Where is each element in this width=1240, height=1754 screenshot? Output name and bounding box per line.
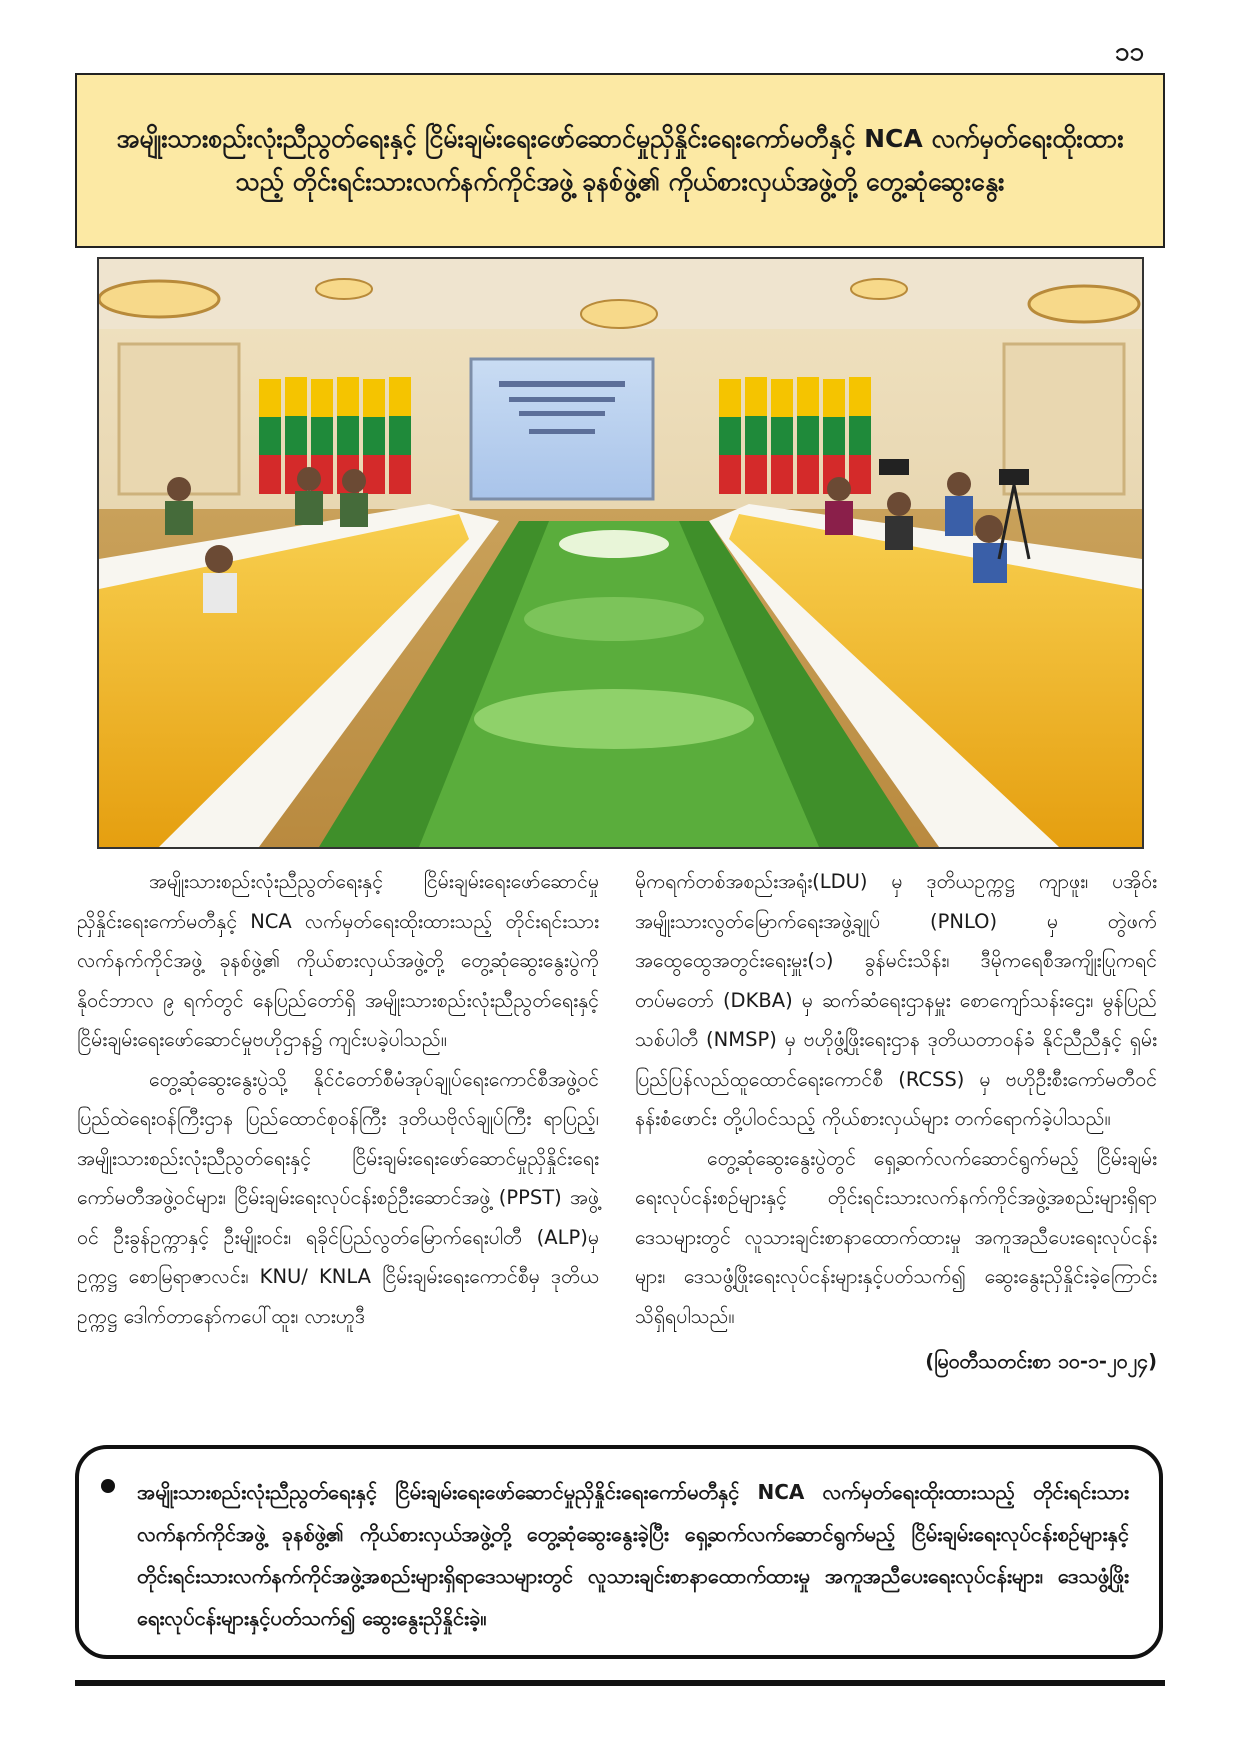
summary-box [75,1445,1163,1659]
article-paragraph-2: တွေ့ဆုံဆွေးနွေးပွဲသို့ နိုင်ငံတော်စီမံအုပ်ချုပ်ရေးကောင်စီအဖွဲ့ဝင် ပြည်ထဲရေးဝန်ကြီးဌာန ပြည်ထောင်စုဝန်ကြီး ဒုတိယဗိုလ်ချုပ်ကြီး ရာပြည့်၊ အမျိုးသားစည်းလုံးညီညွတ်ရေးနှင့် ငြိမ်းချမ်းရေးဖော်ဆောင်မှုညှိနှိုင်းရေးကော်မတီအဖွဲ့ဝင်များ၊ ငြိမ်းချမ်းရေးလုပ်ငန်းစဉ်ဦးဆောင်အဖွဲ့ (PPST) အဖွဲ့ဝင် ဦးခွန်ဥက္ကာနှင့် ဦးမျိုးဝင်း၊ ရခိုင်ပြည်လွတ်မြောက်ရေးပါတီ (ALP)မှ ဥက္ကဋ္ဌ စောမြရာဇာလင်း၊ KNU/ KNLA ငြိမ်းချမ်းရေးကောင်စီမှ ဒုတိယဥက္ကဋ္ဌ ဒေါက်တာနော်ကပေါ်ထူး၊ လားဟူဒီ [77,1067,599,1328]
bottom-divider [75,1680,1165,1686]
meeting-room-illustration [99,259,1142,847]
article-body [77,862,1157,1382]
summary-text: အမျိုးသားစည်းလုံးညီညွတ်ရေးနှင့် ငြိမ်းချမ်းရေးဖော်ဆောင်မှုညှိနှိုင်းရေးကော်မတီနှင့် NCA လက်မှတ်ရေးထိုးထားသည့် တိုင်းရင်းသားလက်နက်ကိုင်အဖွဲ့ ခုနစ်ဖွဲ့၏ ကိုယ်စားလှယ်အဖွဲ့တို့ တွေ့ဆုံဆွေးနွေးခဲ့ပြီး ရှေ့ဆက်လက်ဆောင်ရွက်မည့် ငြိမ်းချမ်းရေးလုပ်ငန်းစဉ်များနှင့် တိုင်းရင်းသားလက်နက်ကိုင်အဖွဲ့အစည်းများရှိရာဒေသများတွင် လူသားချင်းစာနာထောက်ထားမှု အကူအညီပေးရေးလုပ်ငန်းများ၊ ဒေသဖွံ့ဖြိုးရေးလုပ်ငန်းများနှင့်ပတ်သက်၍ ဆွေးနွေးညှိနှိုင်းခဲ့။ [137,1480,1129,1630]
article-paragraph-2-continued: မိုကရက်တစ်အစည်းအရုံး(LDU) မှ ဒုတိယဥက္ကဋ္ဌ ကျာဖူး၊ ပအိုဝ်းအမျိုးသားလွတ်မြောက်ရေးအဖွဲ့ချုပ် (PNLO) မှ တွဲဖက်အထွေထွေအတွင်းရေးမှူး(၁) ခွန်မင်းသိန်း၊ ဒီမိုကရေစီအကျိုးပြုကရင်တပ်မတော် (DKBA) မှ ဆက်ဆံရေးဌာနမှူး စောကျော်သန်းဌေး၊ မွန်ပြည်သစ်ပါတီ (NMSP) မှ ဗဟိုဖွံ့ဖြိုးရေးဌာန ဒုတိယတာဝန်ခံ နိုင်ညီညီနှင့် ရှမ်းပြည်ပြန်လည်ထူထောင်ရေးကောင်စီ (RCSS) မှ ဗဟိုဦးစီးကော်မတီဝင် နန်းစံဖောင်း တို့ပါဝင်သည့် ကိုယ်စားလှယ်များ တက်ရောက်ခဲ့ပါသည်။ [635,870,1157,1130]
headline: အမျိုးသားစည်းလုံးညီညွတ်ရေးနှင့် ငြိမ်းချမ်းရေးဖော်ဆောင်မှုညှိနှိုင်းရေးကော်မတီနှင့် NCA လက်မှတ်ရေးထိုးထားသည့် တိုင်းရင်းသားလက်နက်ကိုင်အဖွဲ့ ခုနစ်ဖွဲ့၏ ကိုယ်စားလှယ်အဖွဲ့တို့ တွေ့ဆုံဆွေးနွေး [116,124,1124,196]
article-column-right [635,862,1157,1382]
page-number: ၁၁ [1114,37,1144,67]
article-paragraph-1: အမျိုးသားစည်းလုံးညီညွတ်ရေးနှင့် ငြိမ်းချမ်းရေးဖော်ဆောင်မှုညှိနှိုင်းရေးကော်မတီနှင့် NCA လက်မှတ်ရေးထိုးထားသည့် တိုင်းရင်းသားလက်နက်ကိုင်အဖွဲ့ ခုနစ်ဖွဲ့၏ ကိုယ်စားလှယ်အဖွဲ့တို့ တွေ့ဆုံဆွေးနွေးပွဲကို နိုဝင်ဘာလ ၉ ရက်တွင် နေပြည်တော်ရှိ အမျိုးသားစည်းလုံးညီညွတ်ရေးနှင့် ငြိမ်းချမ်းရေးဖော်ဆောင်မှုဗဟိုဌာန၌ ကျင်းပခဲ့ပါသည်။ [77,870,599,1051]
bullet-icon [101,1479,115,1493]
headline-box [75,73,1165,248]
article-paragraph-3: တွေ့ဆုံဆွေးနွေးပွဲတွင် ရှေ့ဆက်လက်ဆောင်ရွက်မည့် ငြိမ်းချမ်းရေးလုပ်ငန်းစဉ်များနှင့် တိုင်းရင်းသားလက်နက်ကိုင်အဖွဲ့အစည်းများရှိရာဒေသများတွင် လူသားချင်းစာနာထောက်ထားမှု အကူအညီပေးရေးလုပ်ငန်းများ၊ ဒေသဖွံ့ဖြိုးရေးလုပ်ငန်းများနှင့်ပတ်သက်၍ ဆွေးနွေးညှိနှိုင်းခဲ့ကြောင်း သိရှိရပါသည်။ [635,1146,1157,1328]
source-citation: (မြဝတီသတင်းစာ ၁၀-၁-၂၀၂၄) [925,1350,1157,1373]
meeting-photo [97,257,1144,849]
article-column-left [77,862,599,1382]
